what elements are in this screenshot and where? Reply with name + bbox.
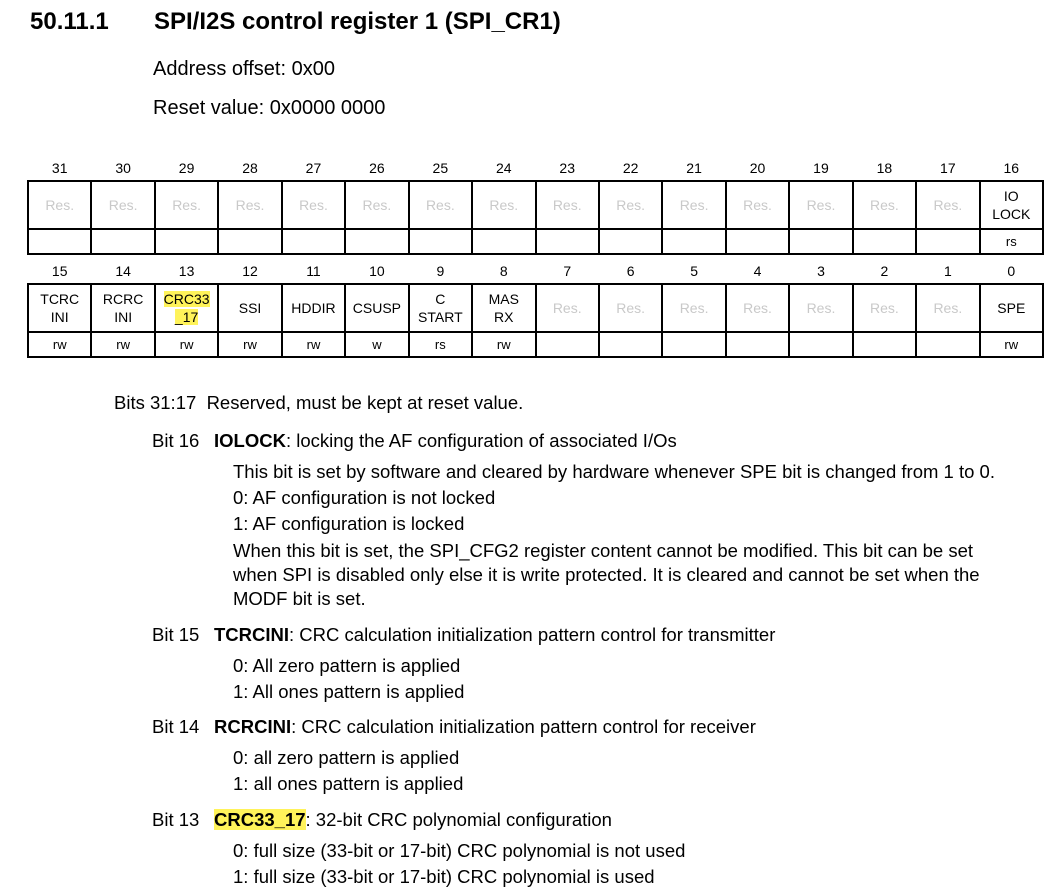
field-access	[91, 229, 154, 254]
bit-label: Bit 13	[152, 809, 200, 830]
register-table-lower	[27, 259, 1044, 358]
field-summary: : 32-bit CRC polynomial configuration	[305, 809, 612, 830]
bit-number: 27	[305, 160, 322, 176]
field-access	[726, 229, 789, 254]
reserved-field	[536, 181, 599, 229]
bit-label: Bits 31:17	[114, 392, 197, 413]
desc-tcrcini-header	[152, 624, 775, 646]
field-name: IOLOCK	[214, 430, 286, 451]
register-field	[91, 284, 154, 332]
register-field	[409, 284, 472, 332]
field-name: Res.	[743, 197, 772, 213]
field-name: Res.	[299, 197, 328, 213]
field-access	[662, 229, 725, 254]
field-name: Res.	[489, 197, 519, 213]
reserved-field	[662, 181, 725, 229]
bit-number: 20	[749, 160, 766, 176]
reserved-field	[28, 181, 91, 229]
field-name: Res.	[679, 300, 709, 316]
desc-rcrcini-body	[233, 745, 463, 797]
field-access: rw	[218, 332, 281, 357]
bit-text: Reserved, must be kept at reset value.	[206, 392, 524, 413]
field-name: Res.	[425, 197, 455, 213]
field-access	[409, 229, 472, 254]
field-name: C START	[418, 291, 463, 325]
bit-number: 24	[495, 160, 512, 176]
field-name: CSUSP	[352, 300, 402, 316]
register-field	[345, 284, 408, 332]
reserved-field	[472, 181, 535, 229]
field-name: HDDIR	[291, 300, 336, 316]
bit-number: 25	[432, 160, 449, 176]
reserved-field	[789, 284, 852, 332]
field-name: CRC33_17	[214, 809, 306, 830]
field-access: rs	[409, 332, 472, 357]
bit-number: 14	[115, 263, 131, 279]
reserved-field	[853, 284, 916, 332]
field-name: RCRCINI	[214, 716, 292, 737]
register-field	[980, 181, 1043, 229]
field-access	[345, 229, 408, 254]
field-access	[789, 229, 852, 254]
bit-label: Bit 15	[152, 624, 200, 645]
desc-iolock-header	[152, 430, 677, 452]
field-name: Res.	[679, 197, 709, 213]
register-field	[980, 284, 1043, 332]
field-access	[536, 332, 599, 357]
field-access: rw	[28, 332, 91, 357]
field-name: Res.	[235, 197, 265, 213]
field-access: rw	[155, 332, 218, 357]
bit-number: 5	[690, 263, 698, 279]
reserved-field	[282, 181, 345, 229]
reset-value: Reset value: 0x0000 0000	[153, 97, 386, 119]
field-access	[916, 332, 979, 357]
bit-number: 15	[51, 263, 68, 279]
field-access	[853, 229, 916, 254]
desc-crc33-header	[152, 809, 612, 831]
reserved-field	[599, 284, 662, 332]
field-name: Res.	[870, 197, 899, 213]
field-summary: : CRC calculation initialization pattern control for receiver	[291, 716, 756, 737]
field-access	[599, 332, 662, 357]
reserved-field	[789, 181, 852, 229]
field-access: rw	[91, 332, 154, 357]
bit-number: 28	[242, 160, 258, 176]
section-heading	[30, 8, 561, 36]
field-access	[28, 229, 91, 254]
section-title: SPI/I2S control register 1 (SPI_CR1)	[154, 8, 561, 35]
register-field	[218, 284, 281, 332]
field-name: Res.	[806, 300, 836, 316]
desc-line: MODF bit is set.	[233, 588, 366, 609]
desc-rcrcini-header	[152, 716, 756, 738]
bit-number: 4	[753, 263, 762, 279]
reserved-field	[409, 181, 472, 229]
register-field	[28, 284, 91, 332]
bit-number: 10	[369, 263, 385, 279]
reserved-field	[91, 181, 154, 229]
field-access: rw	[472, 332, 535, 357]
bit-number: 0	[1007, 263, 1016, 279]
field-name: TCRC INI	[40, 291, 80, 325]
desc-line: 0: full size (33-bit or 17-bit) CRC polynomial is not used	[233, 840, 686, 861]
register-field	[282, 284, 345, 332]
field-access	[218, 229, 281, 254]
bit-number: 7	[563, 263, 572, 279]
field-access: rs	[980, 229, 1043, 254]
bit-number: 12	[242, 263, 258, 279]
bit-number: 11	[306, 263, 321, 279]
bit-number: 1	[943, 263, 952, 279]
field-name: Res.	[552, 300, 582, 316]
desc-iolock-body	[233, 459, 995, 611]
field-name: SSI	[238, 300, 262, 316]
register-table-upper	[27, 156, 1044, 255]
reserved-field	[155, 181, 218, 229]
desc-line: 1: full size (33-bit or 17-bit) CRC polynomial is used	[233, 866, 655, 887]
field-name: Res.	[172, 197, 201, 213]
field-name: Res.	[552, 197, 582, 213]
field-access	[282, 229, 345, 254]
bit-number: 6	[626, 263, 635, 279]
field-name: Res.	[45, 197, 75, 213]
field-access: rw	[980, 332, 1043, 357]
bit-number: 13	[178, 263, 195, 279]
bit-number: 22	[622, 160, 639, 176]
field-name: IO LOCK	[992, 188, 1031, 222]
field-access: rw	[282, 332, 345, 357]
field-name: RCRC INI	[102, 291, 144, 325]
field-access	[916, 229, 979, 254]
desc-reserved	[114, 392, 523, 414]
field-access: w	[345, 332, 408, 357]
reserved-field	[218, 181, 281, 229]
bit-number: 8	[499, 263, 508, 279]
reserved-field	[662, 284, 725, 332]
field-access	[599, 229, 662, 254]
bit-number: 26	[369, 160, 385, 176]
field-access	[662, 332, 725, 357]
desc-line: when SPI is disabled only else it is write protected. It is cleared and cannot be set when the	[233, 564, 980, 585]
bit-number: 23	[559, 160, 575, 176]
bit-label: Bit 14	[152, 716, 200, 737]
reserved-field	[345, 181, 408, 229]
field-name: Res.	[108, 197, 138, 213]
reserved-field	[916, 181, 979, 229]
bit-number: 19	[813, 160, 829, 176]
bit-number: 29	[178, 160, 195, 176]
desc-line: 1: AF configuration is locked	[233, 513, 465, 534]
desc-line: 0: all zero pattern is applied	[233, 747, 460, 768]
register-field	[155, 284, 218, 332]
field-access	[472, 229, 535, 254]
desc-tcrcini-body	[233, 653, 464, 705]
desc-line: 1: all ones pattern is applied	[233, 773, 464, 794]
field-summary: : locking the AF configuration of associated I/Os	[285, 430, 677, 451]
reserved-field	[599, 181, 662, 229]
field-name: SPE	[997, 300, 1026, 316]
desc-line: 1: All ones pattern is applied	[233, 681, 465, 702]
section-number: 50.11.1	[30, 8, 109, 35]
field-name: CRC33 _17	[163, 291, 210, 325]
reserved-field	[726, 284, 789, 332]
bit-number: 9	[436, 263, 445, 279]
field-name: MAS RX	[488, 291, 519, 325]
bit-label: Bit 16	[152, 430, 200, 451]
field-access	[155, 229, 218, 254]
reserved-field	[726, 181, 789, 229]
desc-line: When this bit is set, the SPI_CFG2 register content cannot be modified. This bit can be set	[233, 540, 974, 561]
desc-crc33-body	[233, 838, 685, 890]
field-name: Res.	[616, 197, 646, 213]
reserved-field	[536, 284, 599, 332]
field-name: Res.	[616, 300, 646, 316]
desc-line: 0: All zero pattern is applied	[233, 655, 461, 676]
field-name: Res.	[933, 300, 963, 316]
field-name: Res.	[362, 197, 392, 213]
bit-number: 21	[686, 160, 702, 176]
field-name: Res.	[933, 197, 963, 213]
field-access	[853, 332, 916, 357]
bit-number: 31	[51, 160, 68, 176]
field-name: Res.	[743, 300, 772, 316]
reserved-field	[853, 181, 916, 229]
bit-number: 17	[940, 160, 956, 176]
bit-number: 16	[1003, 160, 1020, 176]
field-access	[789, 332, 852, 357]
register-field	[472, 284, 535, 332]
bit-number: 30	[115, 160, 131, 176]
reserved-field	[916, 284, 979, 332]
desc-line: This bit is set by software and cleared by hardware whenever SPE bit is changed from 1 to 0.	[233, 461, 995, 482]
field-name: TCRCINI	[214, 624, 290, 645]
field-summary: : CRC calculation initialization pattern control for transmitter	[289, 624, 776, 645]
bit-number: 3	[817, 263, 825, 279]
desc-line: 0: AF configuration is not locked	[233, 487, 496, 508]
field-name: Res.	[870, 300, 899, 316]
field-name: Res.	[806, 197, 836, 213]
field-access	[726, 332, 789, 357]
field-access	[536, 229, 599, 254]
bit-number: 2	[880, 263, 889, 279]
address-offset: Address offset: 0x00	[153, 58, 335, 80]
bit-number: 18	[876, 160, 893, 176]
